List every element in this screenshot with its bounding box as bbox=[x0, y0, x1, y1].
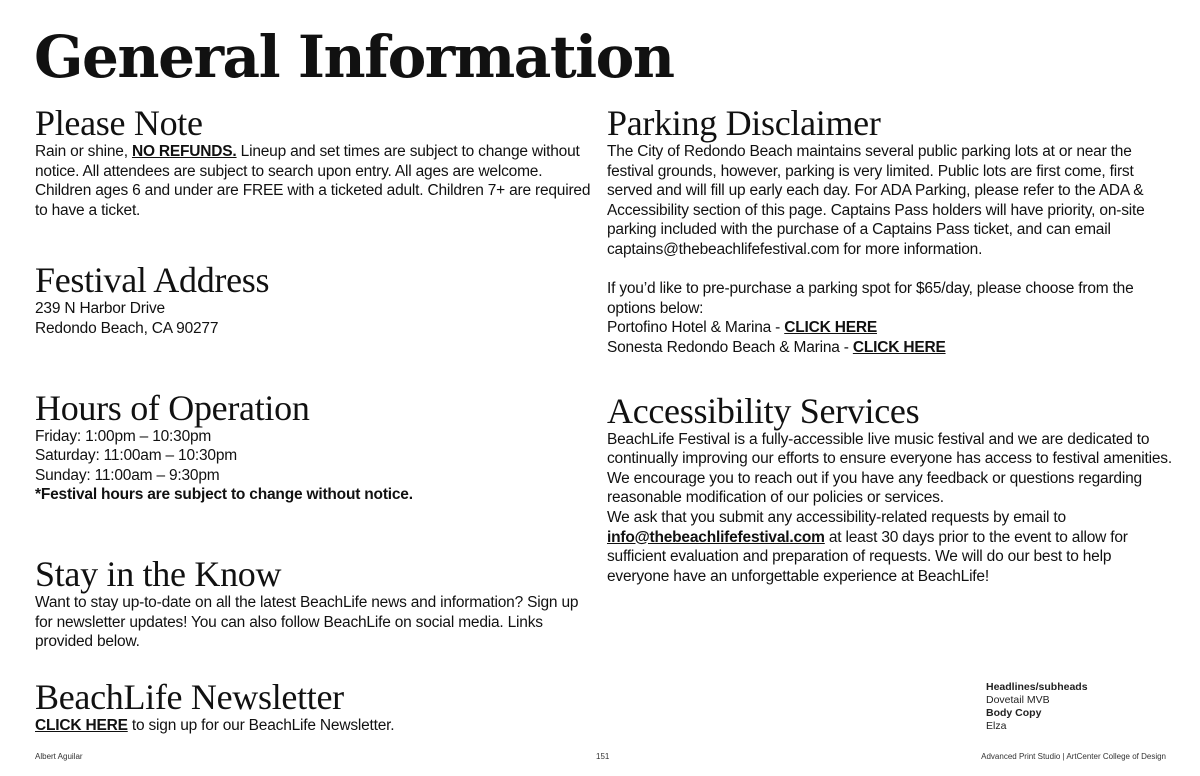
parking-heading: Parking Disclaimer bbox=[607, 103, 881, 143]
parking-option-1-text: Portofino Hotel & Marina - bbox=[607, 319, 785, 337]
parking-prepurchase: If you’d like to pre-purchase a parking spot for $65/day, please choose from the options below: bbox=[607, 280, 1134, 317]
footer-page-number: 151 bbox=[596, 752, 610, 761]
parking-section bbox=[607, 104, 1172, 358]
hours-note: *Festival hours are subject to change without notice. bbox=[35, 486, 413, 504]
sonesta-click-here-link[interactable]: CLICK HERE bbox=[852, 338, 946, 356]
no-refunds-link[interactable]: NO REFUNDS. bbox=[131, 143, 237, 160]
headlines-label: Headlines/subheads bbox=[986, 681, 1088, 693]
newsletter-heading: BeachLife Newsletter bbox=[35, 676, 344, 717]
please-note-intro: Rain or shine, bbox=[35, 143, 132, 160]
footer-author: Albert Aguilar bbox=[35, 752, 83, 761]
right-column bbox=[607, 104, 1172, 586]
accessibility-body-2 bbox=[607, 508, 1172, 586]
body-copy-font: Elza bbox=[986, 720, 1007, 732]
please-note-section bbox=[35, 104, 595, 220]
festival-address-heading: Festival Address bbox=[35, 260, 270, 301]
stay-in-know-body: Want to stay up-to-date on all the latest BeachLife news and information? Sign up for newsletter updates! You can also follow BeachLife on social media. Links provided below. bbox=[35, 593, 579, 651]
accessibility-closing-text: at least 30 days prior to the event to allow for sufficient evaluation and preparation of requests. We will do our best to help everyone have an unforgettable experience at BeachLife! bbox=[607, 528, 1128, 585]
newsletter-body bbox=[35, 716, 595, 736]
body-copy-label: Body Copy bbox=[986, 707, 1042, 719]
stay-in-know-section bbox=[35, 555, 595, 652]
footer-course: Advanced Print Studio | ArtCenter College of Design bbox=[981, 752, 1166, 761]
stay-in-know-heading: Stay in the Know bbox=[35, 553, 282, 594]
hours-section bbox=[35, 389, 595, 505]
parking-option-portofino bbox=[607, 318, 1172, 338]
parking-option-sonesta bbox=[607, 338, 1172, 358]
newsletter-section bbox=[35, 678, 595, 736]
accessibility-section bbox=[607, 392, 1172, 587]
accessibility-request-text: We ask that you submit any accessibility-related requests by email to bbox=[607, 508, 1066, 526]
newsletter-signup-link[interactable]: CLICK HERE bbox=[35, 716, 128, 734]
festival-address-section bbox=[35, 261, 595, 338]
hours-sunday: Sunday: 11:00am – 9:30pm bbox=[35, 466, 220, 484]
please-note-body bbox=[35, 142, 595, 220]
paragraph-spacer bbox=[607, 260, 1172, 280]
portofino-click-here-link[interactable]: CLICK HERE bbox=[784, 319, 877, 337]
typography-note bbox=[986, 681, 1088, 733]
headlines-font: Dovetail MVB bbox=[986, 694, 1050, 706]
accessibility-heading: Accessibility Services bbox=[607, 390, 920, 431]
left-column bbox=[35, 104, 595, 735]
parking-body: The City of Redondo Beach maintains several public parking lots at or near the festival grounds, however, parking is very limited. Public lots are first come, first served and will fill up early each day. For ADA Parking, please refer to the ADA & Accessibility section of this page. Captains Pass holders will have priority, on-site parking included with the purchase of a Captains Pass ticket, and can email captains@thebeachlifefestival.com for more information. bbox=[607, 143, 1145, 258]
parking-option-2-text: Sonesta Redondo Beach & Marina - bbox=[607, 338, 853, 356]
page-title: General Information bbox=[34, 23, 674, 91]
newsletter-text: to sign up for our BeachLife Newsletter. bbox=[127, 716, 395, 734]
please-note-heading: Please Note bbox=[35, 103, 203, 143]
hours-heading: Hours of Operation bbox=[35, 387, 310, 428]
hours-saturday: Saturday: 11:00am – 10:30pm bbox=[35, 447, 237, 465]
hours-friday: Friday: 1:00pm – 10:30pm bbox=[35, 427, 212, 445]
accessibility-body-1: BeachLife Festival is a fully-accessible live music festival and we are dedicated to continually improving our efforts to ensure everyone has access to festival amenities. We encourage you to reach out if you have any feedback or questions regarding reasonable modification of our policies or services. bbox=[607, 430, 1172, 507]
address-line-1: 239 N Harbor Drive bbox=[35, 300, 165, 318]
address-line-2: Redondo Beach, CA 90277 bbox=[35, 319, 219, 337]
please-note-text: Lineup and set times are subject to change without notice. All attendees are subject to search upon entry. All ages are welcome. Children ages 6 and under are FREE with a ticketed adult. Children 7+ are required to have a ticket. bbox=[35, 143, 591, 219]
accessibility-email-link[interactable]: info@thebeachlifefestival.com bbox=[607, 528, 825, 546]
